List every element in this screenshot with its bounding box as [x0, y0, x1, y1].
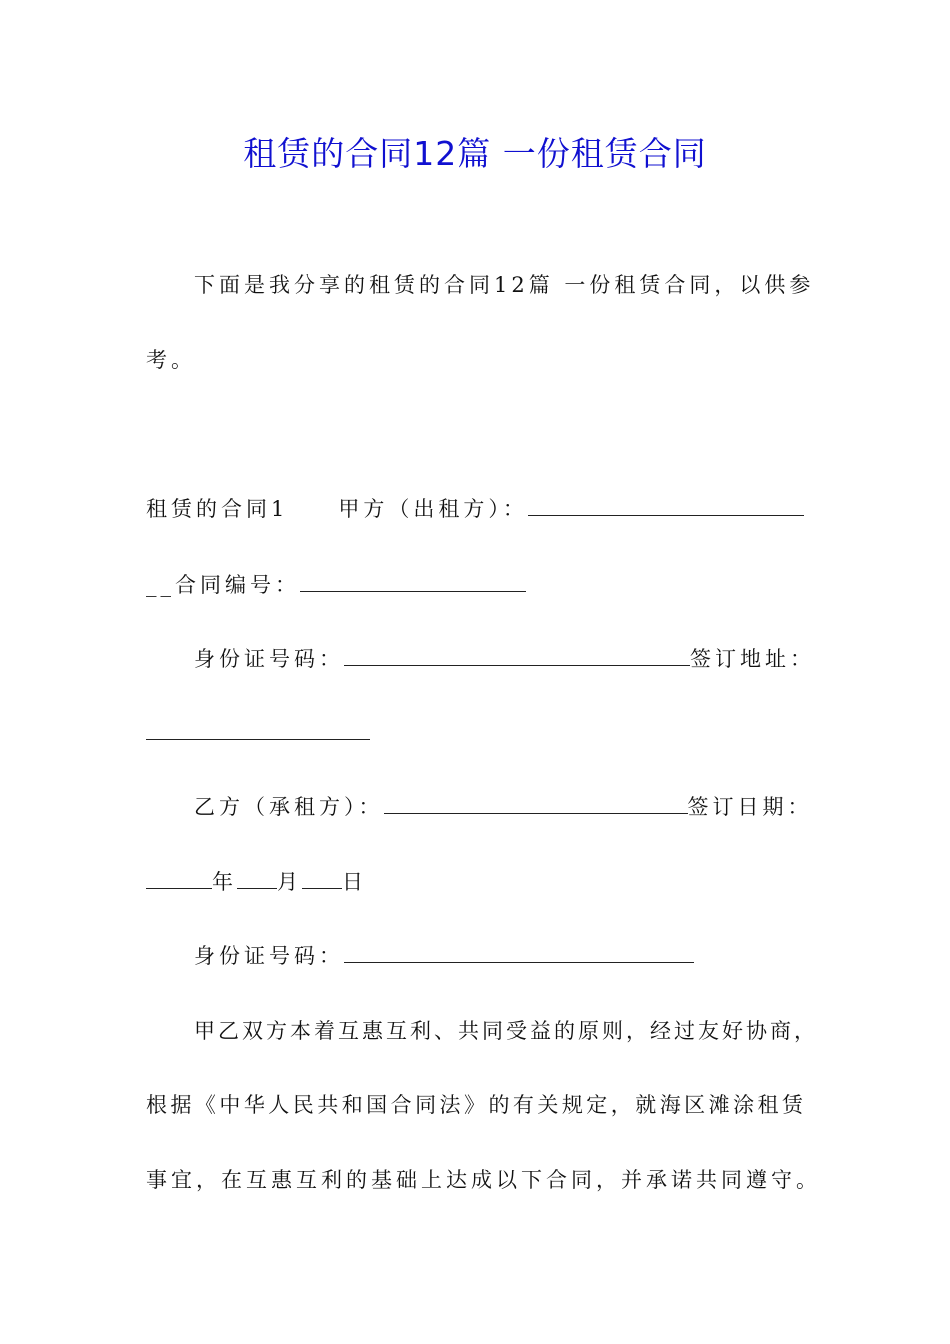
sign-address-row: [146, 718, 370, 748]
date-year-label: 年: [212, 870, 237, 894]
intro-line-1: 下面是我分享的租赁的合同12篇 一份租赁合同，以供参: [194, 273, 815, 297]
contract-no-label: 合同编号：: [175, 573, 300, 597]
body-line-3: 事宜，在互惠互利的基础上达成以下合同，并承诺共同遵守。: [146, 1168, 821, 1192]
sign-date-label: 签订日期：: [687, 795, 813, 819]
party-a-field[interactable]: [528, 495, 804, 516]
party-a-row: [146, 494, 804, 524]
date-year-field[interactable]: [146, 868, 212, 889]
contract-no-row: [146, 570, 526, 600]
contract-heading: 租赁的合同1: [146, 497, 289, 521]
body-line-1: 甲乙双方本着互惠互利、共同受益的原则，经过友好协商，: [194, 1019, 818, 1043]
intro-line-2: 考。: [146, 348, 196, 372]
date-row: [146, 867, 367, 897]
date-month-label: 月: [277, 870, 302, 894]
id-field-b[interactable]: [344, 942, 694, 963]
id-label-a: 身份证号码：: [194, 647, 344, 671]
sign-address-field[interactable]: [146, 719, 370, 740]
id-label-b: 身份证号码：: [194, 944, 344, 968]
document-title: 租赁的合同12篇 一份租赁合同: [243, 134, 707, 173]
id-a-row: [194, 644, 815, 674]
party-b-field[interactable]: [384, 793, 688, 814]
date-day-field[interactable]: [302, 868, 342, 889]
contract-no-prefix: __: [146, 573, 175, 597]
sign-address-label: 签订地址：: [690, 647, 815, 671]
body-line-2: 根据《中华人民共和国合同法》的有关规定，就海区滩涂租赁: [146, 1093, 806, 1117]
date-day-label: 日: [342, 870, 367, 894]
contract-no-field[interactable]: [300, 571, 526, 592]
party-b-row: [194, 792, 813, 822]
id-b-row: [194, 941, 694, 971]
id-field-a[interactable]: [344, 645, 690, 666]
date-month-field[interactable]: [237, 868, 277, 889]
party-b-label: 乙方（承租方）：: [194, 795, 384, 819]
party-a-label: 甲方（出租方）：: [338, 497, 528, 521]
